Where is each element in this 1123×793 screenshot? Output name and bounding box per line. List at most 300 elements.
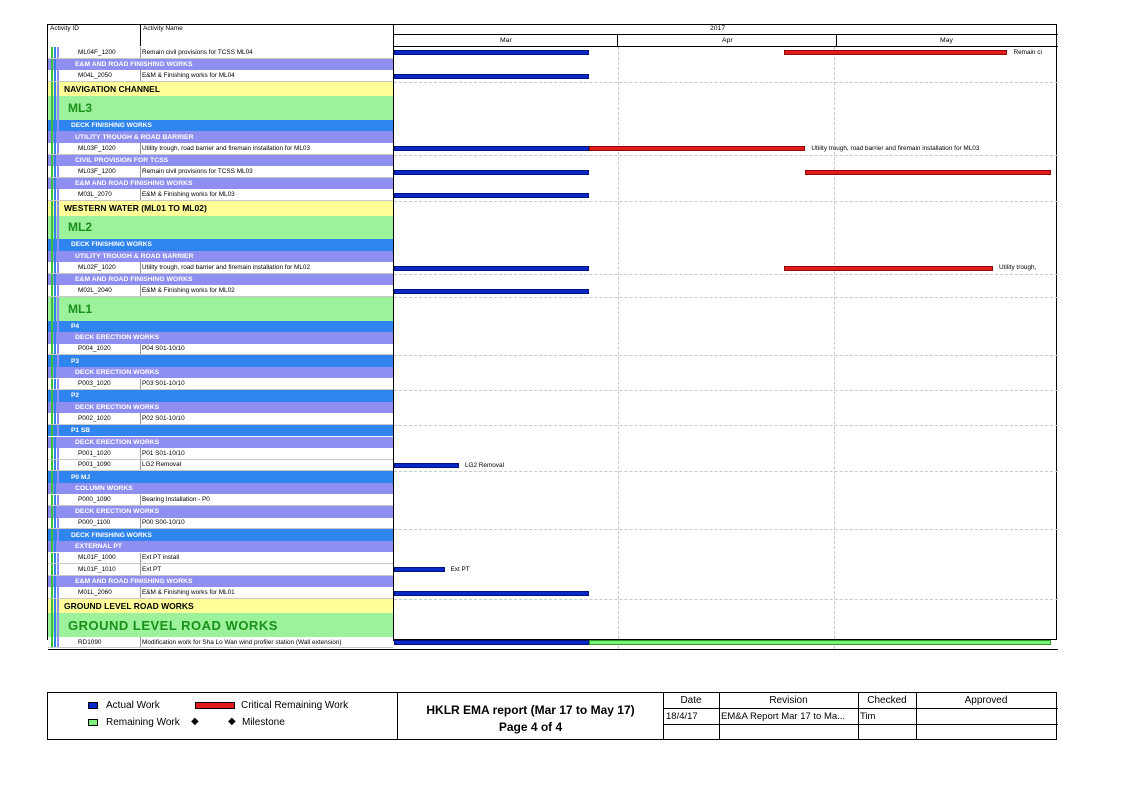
year-header: 2017 bbox=[710, 25, 726, 32]
critical-work-bar bbox=[784, 266, 993, 271]
hierarchy-stripe bbox=[54, 120, 56, 132]
activity-name: Modification work for Sha Lo Wan wind profiler station (Wall extension) bbox=[142, 638, 342, 646]
hierarchy-stripe bbox=[54, 413, 56, 424]
activity-name: Remain civil provisions for TCSS ML03 bbox=[142, 167, 253, 175]
activity-name: E&M & Finishing works for ML04 bbox=[142, 71, 235, 79]
activity-name: Utility trough, road barrier and firemain installation for ML03 bbox=[142, 144, 311, 152]
purple-group-band bbox=[48, 402, 393, 414]
hierarchy-stripe bbox=[54, 189, 56, 200]
hierarchy-stripe bbox=[51, 59, 53, 71]
activity-id: M02L_2040 bbox=[78, 287, 112, 295]
purple-group-band bbox=[48, 274, 393, 286]
activity-row bbox=[48, 553, 393, 565]
hierarchy-stripe bbox=[54, 96, 56, 120]
hierarchy-stripe bbox=[57, 355, 59, 367]
activity-row bbox=[48, 379, 393, 391]
grid-line bbox=[394, 599, 1058, 600]
table-bottom-line bbox=[48, 649, 1058, 650]
rev-header-approved: Approved bbox=[964, 695, 1008, 706]
group-label: DECK ERECTION WORKS bbox=[75, 334, 160, 342]
hierarchy-stripe bbox=[57, 637, 59, 648]
hierarchy-stripe bbox=[57, 471, 59, 483]
activity-name: E&M & Finishing works for ML01 bbox=[142, 589, 235, 597]
column-separator bbox=[140, 637, 141, 648]
hierarchy-stripe bbox=[54, 321, 56, 333]
activity-id: M04L_2050 bbox=[78, 71, 112, 79]
hierarchy-stripe bbox=[54, 131, 56, 143]
critical-work-bar bbox=[589, 146, 806, 151]
activity-row bbox=[48, 166, 393, 178]
purple-group-band bbox=[48, 155, 393, 167]
hierarchy-stripe bbox=[51, 332, 53, 344]
activity-id: M01L_2060 bbox=[78, 589, 112, 597]
group-label: ML2 bbox=[68, 220, 92, 235]
hierarchy-stripe bbox=[54, 471, 56, 483]
hierarchy-stripe bbox=[51, 448, 53, 459]
purple-group-band bbox=[48, 59, 393, 71]
activity-name: P04 S01-10/10 bbox=[142, 345, 185, 353]
gantt-chart bbox=[47, 24, 1057, 646]
hierarchy-stripe bbox=[51, 82, 53, 97]
activity-row bbox=[48, 587, 393, 599]
group-label: DECK FINISHING WORKS bbox=[71, 122, 152, 130]
group-label: ML1 bbox=[68, 301, 92, 316]
activity-name: Remain civil provisions for TCSS ML04 bbox=[142, 48, 253, 56]
hierarchy-stripe bbox=[54, 166, 56, 177]
rev-revision: EM&A Report Mar 17 to Ma... bbox=[721, 711, 846, 722]
rev-header-date: Date bbox=[680, 695, 702, 706]
group-label: ML3 bbox=[68, 101, 92, 116]
hierarchy-stripe bbox=[51, 460, 53, 471]
grid-line bbox=[394, 274, 1058, 275]
hierarchy-stripe bbox=[51, 553, 53, 564]
activity-id: ML01F_1010 bbox=[78, 565, 116, 573]
activity-name: Ext PT bbox=[142, 565, 162, 573]
header-col-divider bbox=[140, 25, 141, 46]
activity-id: ML02F_1020 bbox=[78, 263, 116, 271]
hierarchy-stripe bbox=[54, 201, 56, 216]
hierarchy-stripe bbox=[54, 178, 56, 190]
column-separator bbox=[140, 379, 141, 390]
hierarchy-stripe bbox=[51, 143, 53, 154]
group-label: DECK FINISHING WORKS bbox=[71, 531, 152, 539]
hierarchy-stripe bbox=[54, 251, 56, 263]
column-separator bbox=[140, 70, 141, 81]
grid-line bbox=[394, 390, 1058, 391]
hierarchy-stripe bbox=[57, 285, 59, 296]
hierarchy-stripe bbox=[54, 390, 56, 402]
hierarchy-stripe bbox=[54, 367, 56, 379]
activity-row bbox=[48, 262, 393, 274]
activity-id: P003_1020 bbox=[78, 380, 111, 388]
column-separator bbox=[140, 495, 141, 506]
activity-id: ML01F_1000 bbox=[78, 554, 116, 562]
group-label: DECK ERECTION WORKS bbox=[75, 403, 160, 411]
hierarchy-stripe bbox=[51, 413, 53, 424]
critical-work-bar bbox=[784, 50, 1008, 55]
actual-work-bar bbox=[394, 289, 589, 294]
hierarchy-stripe bbox=[51, 390, 53, 402]
grid-line bbox=[394, 201, 1058, 202]
activity-row bbox=[48, 47, 393, 59]
purple-group-band bbox=[48, 506, 393, 518]
legend-remaining-swatch bbox=[88, 719, 98, 726]
hierarchy-stripe bbox=[51, 529, 53, 541]
hierarchy-stripe bbox=[57, 576, 59, 588]
bar-label: Utility trough, bbox=[999, 264, 1037, 272]
hierarchy-stripe bbox=[57, 189, 59, 200]
activity-row bbox=[48, 143, 393, 155]
grid-line bbox=[394, 82, 1058, 83]
hierarchy-stripe bbox=[54, 637, 56, 648]
hierarchy-stripe bbox=[54, 155, 56, 167]
hierarchy-stripe bbox=[57, 367, 59, 379]
purple-group-band bbox=[48, 437, 393, 449]
hierarchy-stripe bbox=[57, 82, 59, 97]
activity-id: M03L_2070 bbox=[78, 191, 112, 199]
column-separator bbox=[140, 553, 141, 564]
group-label: P0 MJ bbox=[71, 473, 91, 481]
hierarchy-stripe bbox=[51, 402, 53, 414]
rev-date: 18/4/17 bbox=[666, 711, 698, 722]
activity-row bbox=[48, 564, 393, 576]
hierarchy-stripe bbox=[54, 541, 56, 553]
activity-name: P03 S01-10/10 bbox=[142, 380, 185, 388]
group-label: UTILITY TROUGH & ROAD BARRIER bbox=[75, 133, 194, 141]
hierarchy-stripe bbox=[54, 613, 56, 637]
activity-id: P002_1020 bbox=[78, 415, 111, 423]
hierarchy-stripe bbox=[57, 201, 59, 216]
hierarchy-stripe bbox=[51, 355, 53, 367]
hierarchy-stripe bbox=[51, 155, 53, 167]
hierarchy-stripe bbox=[57, 262, 59, 273]
green-group-band bbox=[48, 96, 393, 120]
purple-group-band bbox=[48, 251, 393, 263]
activity-row bbox=[48, 189, 393, 201]
hierarchy-stripe bbox=[57, 483, 59, 495]
column-separator bbox=[140, 143, 141, 154]
month-header-mar: Mar bbox=[500, 37, 512, 44]
group-label: DECK ERECTION WORKS bbox=[75, 508, 160, 516]
activity-name: E&M & Finishing works for ML02 bbox=[142, 287, 235, 295]
rev-table-line bbox=[663, 724, 1058, 725]
hierarchy-stripe bbox=[51, 251, 53, 263]
activity-row bbox=[48, 637, 393, 649]
hierarchy-stripe bbox=[51, 576, 53, 588]
activity-row bbox=[48, 285, 393, 297]
hierarchy-stripe bbox=[54, 239, 56, 251]
column-separator bbox=[140, 448, 141, 459]
yellow-group-band bbox=[48, 82, 393, 97]
group-label: E&M AND ROAD FINISHING WORKS bbox=[75, 60, 193, 68]
group-label: GROUND LEVEL ROAD WORKS bbox=[64, 601, 194, 612]
hierarchy-stripe bbox=[57, 518, 59, 529]
bar-label: Ext PT bbox=[450, 566, 470, 574]
activity-name-header: Activity Name bbox=[143, 25, 183, 32]
report-title: HKLR EMA report (Mar 17 to May 17) bbox=[426, 703, 635, 717]
rev-checked: Tim bbox=[860, 711, 876, 722]
blue-group-band bbox=[48, 390, 393, 402]
blue-group-band bbox=[48, 471, 393, 483]
hierarchy-stripe bbox=[54, 344, 56, 355]
activity-row bbox=[48, 344, 393, 356]
group-label: P3 bbox=[71, 357, 80, 365]
milestone-diamond-icon: ◆ bbox=[228, 716, 236, 727]
hierarchy-stripe bbox=[54, 553, 56, 564]
group-label: EXTERNAL PT bbox=[75, 543, 123, 551]
hierarchy-stripe bbox=[57, 390, 59, 402]
group-label: E&M AND ROAD FINISHING WORKS bbox=[75, 276, 193, 284]
hierarchy-stripe bbox=[54, 576, 56, 588]
hierarchy-stripe bbox=[54, 355, 56, 367]
yellow-group-band bbox=[48, 599, 393, 614]
activity-id: ML04F_1200 bbox=[78, 48, 116, 56]
month-divider bbox=[836, 34, 837, 47]
bar-label: Utility trough, road barrier and firemain installation for ML03 bbox=[811, 145, 980, 152]
header-divider bbox=[393, 34, 1058, 35]
group-label: P2 bbox=[71, 392, 80, 400]
hierarchy-stripe bbox=[54, 518, 56, 529]
hierarchy-stripe bbox=[57, 564, 59, 575]
legend-actual-label: Actual Work bbox=[106, 700, 160, 711]
activity-id: ML03F_1020 bbox=[78, 144, 116, 152]
column-separator bbox=[140, 262, 141, 273]
column-separator bbox=[140, 285, 141, 296]
group-label: UTILITY TROUGH & ROAD BARRIER bbox=[75, 252, 194, 260]
hierarchy-stripe bbox=[51, 321, 53, 333]
hierarchy-stripe bbox=[54, 448, 56, 459]
column-separator bbox=[140, 47, 141, 58]
hierarchy-stripe bbox=[57, 425, 59, 437]
hierarchy-stripe bbox=[51, 425, 53, 437]
hierarchy-stripe bbox=[57, 251, 59, 263]
hierarchy-stripe bbox=[54, 274, 56, 286]
group-label: DECK ERECTION WORKS bbox=[75, 369, 160, 377]
hierarchy-stripe bbox=[57, 332, 59, 344]
hierarchy-stripe bbox=[57, 155, 59, 167]
hierarchy-stripe bbox=[51, 96, 53, 120]
activity-name: E&M & Finishing works for ML03 bbox=[142, 191, 235, 199]
blue-group-band bbox=[48, 120, 393, 132]
hierarchy-stripe bbox=[51, 518, 53, 529]
hierarchy-stripe bbox=[57, 239, 59, 251]
actual-work-bar bbox=[394, 74, 589, 79]
hierarchy-stripe bbox=[54, 587, 56, 598]
hierarchy-stripe bbox=[57, 541, 59, 553]
hierarchy-stripe bbox=[54, 506, 56, 518]
green-group-band bbox=[48, 297, 393, 321]
group-label: P4 bbox=[71, 322, 80, 330]
group-label: DECK FINISHING WORKS bbox=[71, 241, 152, 249]
hierarchy-stripe bbox=[54, 70, 56, 81]
legend-critical-swatch bbox=[195, 702, 235, 709]
grid-line bbox=[394, 297, 1058, 298]
hierarchy-stripe bbox=[57, 274, 59, 286]
actual-work-bar bbox=[394, 463, 459, 468]
rev-table-line bbox=[663, 708, 1058, 709]
hierarchy-stripe bbox=[51, 541, 53, 553]
hierarchy-stripe bbox=[54, 460, 56, 471]
hierarchy-stripe bbox=[57, 599, 59, 614]
activity-name: P02 S01-10/10 bbox=[142, 415, 185, 423]
hierarchy-stripe bbox=[54, 216, 56, 240]
activity-id-header: Activity ID bbox=[50, 25, 79, 32]
hierarchy-stripe bbox=[54, 402, 56, 414]
grid-line bbox=[394, 355, 1058, 356]
rev-header-checked: Checked bbox=[867, 695, 907, 706]
hierarchy-stripe bbox=[57, 344, 59, 355]
actual-work-bar bbox=[394, 591, 589, 596]
hierarchy-stripe bbox=[57, 506, 59, 518]
yellow-group-band bbox=[48, 201, 393, 216]
activity-name: LG2 Removal bbox=[142, 461, 182, 469]
hierarchy-stripe bbox=[51, 564, 53, 575]
green-group-band bbox=[48, 216, 393, 240]
purple-group-band bbox=[48, 483, 393, 495]
hierarchy-stripe bbox=[57, 448, 59, 459]
hierarchy-stripe bbox=[57, 495, 59, 506]
activity-id: P000_1100 bbox=[78, 519, 111, 527]
actual-work-bar bbox=[394, 50, 589, 55]
column-separator bbox=[140, 166, 141, 177]
legend-milestone-label: Milestone bbox=[242, 717, 285, 728]
hierarchy-stripe bbox=[51, 613, 53, 637]
activity-row bbox=[48, 460, 393, 472]
hierarchy-stripe bbox=[57, 413, 59, 424]
month-header-apr: Apr bbox=[722, 37, 733, 44]
hierarchy-stripe bbox=[51, 483, 53, 495]
month-grid-line bbox=[834, 47, 835, 649]
hierarchy-stripe bbox=[57, 178, 59, 190]
purple-group-band bbox=[48, 541, 393, 553]
purple-group-band bbox=[48, 178, 393, 190]
group-label: GROUND LEVEL ROAD WORKS bbox=[68, 617, 278, 633]
grid-line bbox=[394, 425, 1058, 426]
purple-group-band bbox=[48, 332, 393, 344]
activity-row bbox=[48, 495, 393, 507]
hierarchy-stripe bbox=[51, 201, 53, 216]
hierarchy-stripe bbox=[51, 131, 53, 143]
bar-label: LG2 Removal bbox=[464, 461, 505, 469]
hierarchy-stripe bbox=[51, 285, 53, 296]
activity-row bbox=[48, 448, 393, 460]
hierarchy-stripe bbox=[54, 59, 56, 71]
activity-id: ML03F_1200 bbox=[78, 167, 116, 175]
blue-group-band bbox=[48, 355, 393, 367]
rev-header-revision: Revision bbox=[769, 695, 808, 706]
hierarchy-stripe bbox=[57, 131, 59, 143]
page-indicator: Page 4 of 4 bbox=[498, 720, 563, 734]
hierarchy-stripe bbox=[57, 47, 59, 58]
month-header-may: May bbox=[940, 37, 953, 44]
hierarchy-stripe bbox=[57, 120, 59, 132]
hierarchy-stripe bbox=[54, 379, 56, 390]
critical-work-bar bbox=[805, 170, 1050, 175]
hierarchy-stripe bbox=[57, 437, 59, 449]
grid-line bbox=[394, 471, 1058, 472]
hierarchy-stripe bbox=[51, 367, 53, 379]
hierarchy-stripe bbox=[51, 495, 53, 506]
actual-work-bar bbox=[394, 170, 589, 175]
actual-work-bar bbox=[394, 266, 589, 271]
blue-group-band bbox=[48, 425, 393, 437]
purple-group-band bbox=[48, 131, 393, 143]
hierarchy-stripe bbox=[51, 70, 53, 81]
report-footer bbox=[47, 692, 1057, 740]
group-label: CIVIL PROVISION FOR TCSS bbox=[75, 156, 169, 164]
hierarchy-stripe bbox=[54, 82, 56, 97]
group-label: E&M AND ROAD FINISHING WORKS bbox=[75, 180, 193, 188]
activity-id: P004_1020 bbox=[78, 345, 111, 353]
activity-id: P001_1090 bbox=[78, 461, 111, 469]
legend-critical-label: Critical Remaining Work bbox=[241, 700, 349, 711]
group-label: WESTERN WATER (ML01 TO ML02) bbox=[64, 203, 207, 214]
purple-group-band bbox=[48, 576, 393, 588]
activity-name: Ext PT install bbox=[142, 554, 180, 562]
hierarchy-stripe bbox=[51, 216, 53, 240]
hierarchy-stripe bbox=[51, 120, 53, 132]
hierarchy-stripe bbox=[57, 143, 59, 154]
hierarchy-stripe bbox=[51, 344, 53, 355]
column-separator bbox=[140, 518, 141, 529]
activity-name: Utility trough, road barrier and firemain installation for ML02 bbox=[142, 263, 311, 271]
hierarchy-stripe bbox=[51, 239, 53, 251]
hierarchy-stripe bbox=[51, 47, 53, 58]
group-label: NAVIGATION CHANNEL bbox=[64, 84, 161, 95]
column-separator bbox=[140, 413, 141, 424]
hierarchy-stripe bbox=[57, 460, 59, 471]
activity-id: RD1090 bbox=[78, 638, 102, 646]
activity-id: P001_1020 bbox=[78, 449, 111, 457]
hierarchy-stripe bbox=[57, 553, 59, 564]
hierarchy-stripe bbox=[57, 70, 59, 81]
hierarchy-stripe bbox=[51, 437, 53, 449]
hierarchy-stripe bbox=[57, 297, 59, 321]
hierarchy-stripe bbox=[57, 59, 59, 71]
remaining-work-bar bbox=[589, 640, 1051, 645]
month-divider bbox=[617, 34, 618, 47]
green-big-group-band bbox=[48, 613, 393, 637]
hierarchy-stripe bbox=[54, 285, 56, 296]
hierarchy-stripe bbox=[57, 321, 59, 333]
hierarchy-stripe bbox=[51, 297, 53, 321]
hierarchy-stripe bbox=[54, 529, 56, 541]
blue-group-band bbox=[48, 321, 393, 333]
hierarchy-stripe bbox=[51, 166, 53, 177]
hierarchy-stripe bbox=[54, 262, 56, 273]
hierarchy-stripe bbox=[57, 166, 59, 177]
blue-group-band bbox=[48, 239, 393, 251]
hierarchy-stripe bbox=[51, 471, 53, 483]
hierarchy-stripe bbox=[57, 587, 59, 598]
hierarchy-stripe bbox=[57, 402, 59, 414]
group-label: DECK ERECTION WORKS bbox=[75, 438, 160, 446]
activity-row bbox=[48, 413, 393, 425]
group-label: P1 SB bbox=[71, 427, 91, 435]
hierarchy-stripe bbox=[57, 613, 59, 637]
column-separator bbox=[140, 189, 141, 200]
actual-work-bar bbox=[394, 567, 445, 572]
activity-name: Bearing Installation - P0 bbox=[142, 496, 210, 504]
group-label: E&M AND ROAD FINISHING WORKS bbox=[75, 577, 193, 585]
purple-group-band bbox=[48, 367, 393, 379]
legend-actual-swatch bbox=[88, 702, 98, 709]
hierarchy-stripe bbox=[51, 379, 53, 390]
hierarchy-stripe bbox=[51, 189, 53, 200]
actual-work-bar bbox=[394, 640, 589, 645]
activity-row bbox=[48, 518, 393, 530]
hierarchy-stripe bbox=[51, 599, 53, 614]
